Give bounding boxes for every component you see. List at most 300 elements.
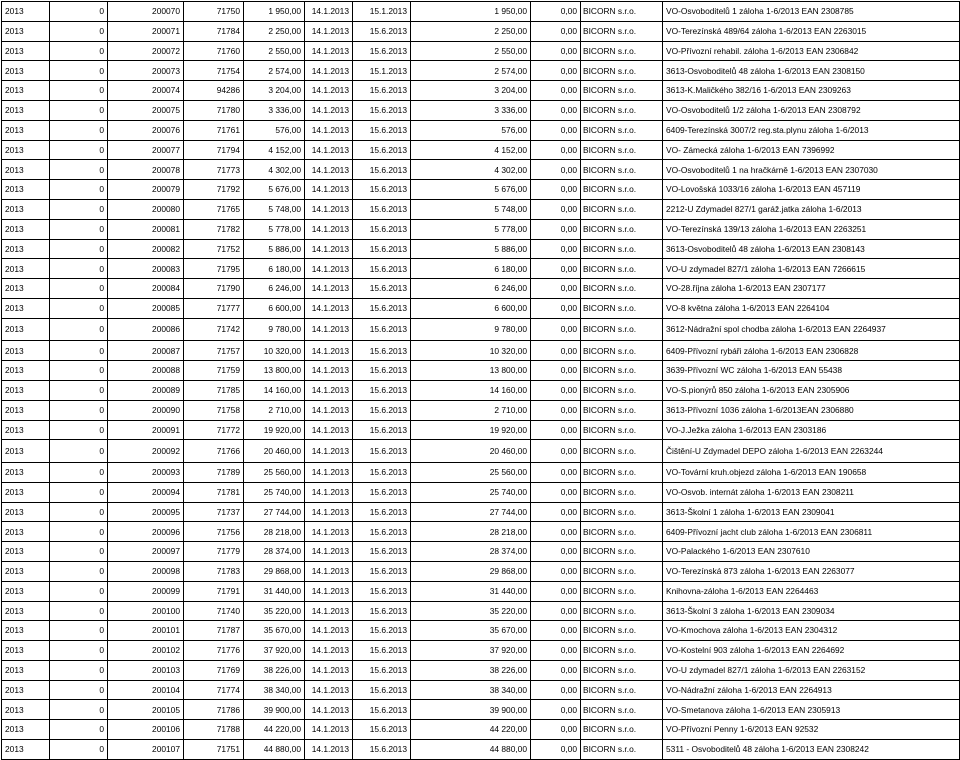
year-cell: 2013 xyxy=(2,341,50,361)
description-cell: 5311 - Osvoboditelů 48 záloha 1-6/2013 EAN 2308242 xyxy=(663,740,960,760)
company-cell: BICORN s.r.o. xyxy=(581,318,663,341)
amount-cell: 28 218,00 xyxy=(244,522,305,542)
flag-cell: 0 xyxy=(50,298,108,318)
flag-cell: 0 xyxy=(50,120,108,140)
year-cell: 2013 xyxy=(2,2,50,22)
issue-date-cell: 14.1.2013 xyxy=(305,621,353,641)
amount-due-cell: 2 574,00 xyxy=(411,61,531,81)
flag-cell: 0 xyxy=(50,81,108,101)
issue-date-cell: 14.1.2013 xyxy=(305,259,353,279)
amount-cell: 13 800,00 xyxy=(244,361,305,381)
flag-cell: 0 xyxy=(50,380,108,400)
issue-date-cell: 14.1.2013 xyxy=(305,21,353,41)
due-date-cell: 15.6.2013 xyxy=(353,462,411,482)
company-cell: BICORN s.r.o. xyxy=(581,380,663,400)
company-cell: BICORN s.r.o. xyxy=(581,219,663,239)
due-date-cell: 15.6.2013 xyxy=(353,660,411,680)
paid-cell: 0,00 xyxy=(531,180,581,200)
year-cell: 2013 xyxy=(2,462,50,482)
issue-date-cell: 14.1.2013 xyxy=(305,100,353,120)
code-cell: 71742 xyxy=(184,318,244,341)
company-cell: BICORN s.r.o. xyxy=(581,61,663,81)
year-cell: 2013 xyxy=(2,621,50,641)
paid-cell: 0,00 xyxy=(531,680,581,700)
issue-date-cell: 14.1.2013 xyxy=(305,641,353,661)
table-row xyxy=(2,380,960,400)
table-row xyxy=(2,561,960,581)
code-cell: 71758 xyxy=(184,400,244,420)
flag-cell: 0 xyxy=(50,199,108,219)
document-number-cell: 200090 xyxy=(108,400,184,420)
year-cell: 2013 xyxy=(2,219,50,239)
year-cell: 2013 xyxy=(2,440,50,463)
code-cell: 71750 xyxy=(184,2,244,22)
description-cell: 2212-U Zdymadel 827/1 garáž.jatka záloha 1-6/2013 xyxy=(663,199,960,219)
code-cell: 71791 xyxy=(184,581,244,601)
company-cell: BICORN s.r.o. xyxy=(581,440,663,463)
amount-cell: 35 670,00 xyxy=(244,621,305,641)
description-cell: VO-Přívozní Penny 1-6/2013 EAN 92532 xyxy=(663,720,960,740)
amount-cell: 5 778,00 xyxy=(244,219,305,239)
code-cell: 71795 xyxy=(184,259,244,279)
amount-due-cell: 37 920,00 xyxy=(411,641,531,661)
flag-cell: 0 xyxy=(50,581,108,601)
code-cell: 71759 xyxy=(184,361,244,381)
amount-cell: 37 920,00 xyxy=(244,641,305,661)
table-row xyxy=(2,61,960,81)
amount-due-cell: 39 900,00 xyxy=(411,700,531,720)
issue-date-cell: 14.1.2013 xyxy=(305,700,353,720)
amount-cell: 3 204,00 xyxy=(244,81,305,101)
amount-cell: 1 950,00 xyxy=(244,2,305,22)
paid-cell: 0,00 xyxy=(531,542,581,562)
company-cell: BICORN s.r.o. xyxy=(581,279,663,299)
company-cell: BICORN s.r.o. xyxy=(581,400,663,420)
amount-due-cell: 2 710,00 xyxy=(411,400,531,420)
paid-cell: 0,00 xyxy=(531,120,581,140)
amount-cell: 5 748,00 xyxy=(244,199,305,219)
code-cell: 71790 xyxy=(184,279,244,299)
flag-cell: 0 xyxy=(50,180,108,200)
table-row xyxy=(2,160,960,180)
table-row xyxy=(2,100,960,120)
amount-due-cell: 14 160,00 xyxy=(411,380,531,400)
table-body xyxy=(2,2,960,760)
description-cell: VO-Terezínská 489/64 záloha 1-6/2013 EAN 2263015 xyxy=(663,21,960,41)
amount-due-cell: 2 250,00 xyxy=(411,21,531,41)
code-cell: 71794 xyxy=(184,140,244,160)
due-date-cell: 15.6.2013 xyxy=(353,720,411,740)
amount-due-cell: 3 336,00 xyxy=(411,100,531,120)
table-row xyxy=(2,120,960,140)
due-date-cell: 15.6.2013 xyxy=(353,41,411,61)
amount-due-cell: 6 180,00 xyxy=(411,259,531,279)
paid-cell: 0,00 xyxy=(531,259,581,279)
paid-cell: 0,00 xyxy=(531,380,581,400)
amount-due-cell: 35 670,00 xyxy=(411,621,531,641)
amount-due-cell: 4 152,00 xyxy=(411,140,531,160)
document-number-cell: 200085 xyxy=(108,298,184,318)
company-cell: BICORN s.r.o. xyxy=(581,462,663,482)
amount-cell: 44 220,00 xyxy=(244,720,305,740)
document-number-cell: 200081 xyxy=(108,219,184,239)
due-date-cell: 15.6.2013 xyxy=(353,140,411,160)
company-cell: BICORN s.r.o. xyxy=(581,140,663,160)
description-cell: VO-Osvob. internát záloha 1-6/2013 EAN 2308211 xyxy=(663,482,960,502)
company-cell: BICORN s.r.o. xyxy=(581,298,663,318)
amount-cell: 10 320,00 xyxy=(244,341,305,361)
year-cell: 2013 xyxy=(2,140,50,160)
due-date-cell: 15.6.2013 xyxy=(353,420,411,440)
table-row xyxy=(2,2,960,22)
paid-cell: 0,00 xyxy=(531,100,581,120)
code-cell: 71780 xyxy=(184,100,244,120)
paid-cell: 0,00 xyxy=(531,581,581,601)
year-cell: 2013 xyxy=(2,120,50,140)
flag-cell: 0 xyxy=(50,740,108,760)
company-cell: BICORN s.r.o. xyxy=(581,341,663,361)
due-date-cell: 15.6.2013 xyxy=(353,621,411,641)
amount-cell: 19 920,00 xyxy=(244,420,305,440)
issue-date-cell: 14.1.2013 xyxy=(305,81,353,101)
due-date-cell: 15.6.2013 xyxy=(353,21,411,41)
due-date-cell: 15.6.2013 xyxy=(353,361,411,381)
year-cell: 2013 xyxy=(2,700,50,720)
year-cell: 2013 xyxy=(2,259,50,279)
document-number-cell: 200099 xyxy=(108,581,184,601)
code-cell: 71783 xyxy=(184,561,244,581)
flag-cell: 0 xyxy=(50,61,108,81)
description-cell: Knihovna-záloha 1-6/2013 EAN 2264463 xyxy=(663,581,960,601)
document-number-cell: 200086 xyxy=(108,318,184,341)
flag-cell: 0 xyxy=(50,219,108,239)
code-cell: 71789 xyxy=(184,462,244,482)
description-cell: Čištění-U Zdymadel DEPO záloha 1-6/2013 EAN 2263244 xyxy=(663,440,960,463)
company-cell: BICORN s.r.o. xyxy=(581,700,663,720)
document-number-cell: 200072 xyxy=(108,41,184,61)
document-number-cell: 200107 xyxy=(108,740,184,760)
company-cell: BICORN s.r.o. xyxy=(581,21,663,41)
code-cell: 71737 xyxy=(184,502,244,522)
amount-cell: 39 900,00 xyxy=(244,700,305,720)
company-cell: BICORN s.r.o. xyxy=(581,259,663,279)
table-row xyxy=(2,482,960,502)
issue-date-cell: 14.1.2013 xyxy=(305,502,353,522)
issue-date-cell: 14.1.2013 xyxy=(305,420,353,440)
year-cell: 2013 xyxy=(2,561,50,581)
document-number-cell: 200091 xyxy=(108,420,184,440)
code-cell: 71776 xyxy=(184,641,244,661)
table-row xyxy=(2,140,960,160)
description-cell: VO-U zdymadel 827/1 záloha 1-6/2013 EAN 2263152 xyxy=(663,660,960,680)
description-cell: 3613-K.Maličkého 382/16 1-6/2013 EAN 2309263 xyxy=(663,81,960,101)
amount-due-cell: 44 220,00 xyxy=(411,720,531,740)
due-date-cell: 15.6.2013 xyxy=(353,641,411,661)
due-date-cell: 15.6.2013 xyxy=(353,601,411,621)
due-date-cell: 15.6.2013 xyxy=(353,298,411,318)
company-cell: BICORN s.r.o. xyxy=(581,180,663,200)
document-number-cell: 200079 xyxy=(108,180,184,200)
company-cell: BICORN s.r.o. xyxy=(581,740,663,760)
amount-due-cell: 1 950,00 xyxy=(411,2,531,22)
table-row xyxy=(2,81,960,101)
year-cell: 2013 xyxy=(2,680,50,700)
description-cell: VO-Terezínská 873 záloha 1-6/2013 EAN 2263077 xyxy=(663,561,960,581)
description-cell: VO-Terezínská 139/13 záloha 1-6/2013 EAN 2263251 xyxy=(663,219,960,239)
paid-cell: 0,00 xyxy=(531,561,581,581)
document-number-cell: 200073 xyxy=(108,61,184,81)
paid-cell: 0,00 xyxy=(531,601,581,621)
due-date-cell: 15.6.2013 xyxy=(353,581,411,601)
paid-cell: 0,00 xyxy=(531,361,581,381)
company-cell: BICORN s.r.o. xyxy=(581,2,663,22)
code-cell: 71751 xyxy=(184,740,244,760)
due-date-cell: 15.6.2013 xyxy=(353,180,411,200)
table-row xyxy=(2,400,960,420)
year-cell: 2013 xyxy=(2,601,50,621)
table-row xyxy=(2,700,960,720)
table-row xyxy=(2,219,960,239)
amount-cell: 31 440,00 xyxy=(244,581,305,601)
amount-cell: 25 560,00 xyxy=(244,462,305,482)
code-cell: 71765 xyxy=(184,199,244,219)
year-cell: 2013 xyxy=(2,279,50,299)
table-row xyxy=(2,720,960,740)
amount-due-cell: 2 550,00 xyxy=(411,41,531,61)
year-cell: 2013 xyxy=(2,740,50,760)
flag-cell: 0 xyxy=(50,239,108,259)
table-row xyxy=(2,462,960,482)
company-cell: BICORN s.r.o. xyxy=(581,660,663,680)
company-cell: BICORN s.r.o. xyxy=(581,720,663,740)
flag-cell: 0 xyxy=(50,140,108,160)
flag-cell: 0 xyxy=(50,100,108,120)
company-cell: BICORN s.r.o. xyxy=(581,621,663,641)
flag-cell: 0 xyxy=(50,502,108,522)
flag-cell: 0 xyxy=(50,621,108,641)
amount-due-cell: 20 460,00 xyxy=(411,440,531,463)
flag-cell: 0 xyxy=(50,601,108,621)
due-date-cell: 15.1.2013 xyxy=(353,61,411,81)
issue-date-cell: 14.1.2013 xyxy=(305,542,353,562)
document-number-cell: 200087 xyxy=(108,341,184,361)
issue-date-cell: 14.1.2013 xyxy=(305,120,353,140)
issue-date-cell: 14.1.2013 xyxy=(305,140,353,160)
table-row xyxy=(2,542,960,562)
due-date-cell: 15.6.2013 xyxy=(353,482,411,502)
code-cell: 94286 xyxy=(184,81,244,101)
year-cell: 2013 xyxy=(2,660,50,680)
year-cell: 2013 xyxy=(2,641,50,661)
table-row xyxy=(2,440,960,463)
paid-cell: 0,00 xyxy=(531,61,581,81)
amount-cell: 2 550,00 xyxy=(244,41,305,61)
amount-due-cell: 9 780,00 xyxy=(411,318,531,341)
table-row xyxy=(2,601,960,621)
document-number-cell: 200100 xyxy=(108,601,184,621)
code-cell: 71779 xyxy=(184,542,244,562)
code-cell: 71781 xyxy=(184,482,244,502)
code-cell: 71782 xyxy=(184,219,244,239)
amount-cell: 29 868,00 xyxy=(244,561,305,581)
issue-date-cell: 14.1.2013 xyxy=(305,41,353,61)
flag-cell: 0 xyxy=(50,400,108,420)
issue-date-cell: 14.1.2013 xyxy=(305,482,353,502)
amount-due-cell: 25 740,00 xyxy=(411,482,531,502)
paid-cell: 0,00 xyxy=(531,160,581,180)
amount-cell: 9 780,00 xyxy=(244,318,305,341)
document-number-cell: 200084 xyxy=(108,279,184,299)
document-number-cell: 200093 xyxy=(108,462,184,482)
amount-cell: 2 574,00 xyxy=(244,61,305,81)
document-number-cell: 200078 xyxy=(108,160,184,180)
issue-date-cell: 14.1.2013 xyxy=(305,2,353,22)
company-cell: BICORN s.r.o. xyxy=(581,522,663,542)
year-cell: 2013 xyxy=(2,522,50,542)
year-cell: 2013 xyxy=(2,420,50,440)
company-cell: BICORN s.r.o. xyxy=(581,81,663,101)
amount-cell: 2 710,00 xyxy=(244,400,305,420)
table-row xyxy=(2,581,960,601)
document-number-cell: 200089 xyxy=(108,380,184,400)
code-cell: 71774 xyxy=(184,680,244,700)
description-cell: 6409-Přívozní jacht club záloha 1-6/2013 EAN 2306811 xyxy=(663,522,960,542)
document-number-cell: 200097 xyxy=(108,542,184,562)
description-cell: VO-Palackého 1-6/2013 EAN 2307610 xyxy=(663,542,960,562)
description-cell: VO-Kmochova záloha 1-6/2013 EAN 2304312 xyxy=(663,621,960,641)
amount-cell: 6 180,00 xyxy=(244,259,305,279)
flag-cell: 0 xyxy=(50,462,108,482)
flag-cell: 0 xyxy=(50,259,108,279)
amount-due-cell: 25 560,00 xyxy=(411,462,531,482)
issue-date-cell: 14.1.2013 xyxy=(305,720,353,740)
document-number-cell: 200106 xyxy=(108,720,184,740)
year-cell: 2013 xyxy=(2,400,50,420)
amount-due-cell: 5 778,00 xyxy=(411,219,531,239)
table-row xyxy=(2,680,960,700)
document-number-cell: 200074 xyxy=(108,81,184,101)
paid-cell: 0,00 xyxy=(531,740,581,760)
code-cell: 71792 xyxy=(184,180,244,200)
due-date-cell: 15.6.2013 xyxy=(353,680,411,700)
amount-cell: 27 744,00 xyxy=(244,502,305,522)
year-cell: 2013 xyxy=(2,41,50,61)
paid-cell: 0,00 xyxy=(531,522,581,542)
description-cell: VO-U zdymadel 827/1 záloha 1-6/2013 EAN 7266615 xyxy=(663,259,960,279)
table-row xyxy=(2,41,960,61)
amount-cell: 6 600,00 xyxy=(244,298,305,318)
paid-cell: 0,00 xyxy=(531,2,581,22)
due-date-cell: 15.6.2013 xyxy=(353,561,411,581)
code-cell: 71772 xyxy=(184,420,244,440)
amount-due-cell: 4 302,00 xyxy=(411,160,531,180)
document-number-cell: 200095 xyxy=(108,502,184,522)
code-cell: 71785 xyxy=(184,380,244,400)
issue-date-cell: 14.1.2013 xyxy=(305,239,353,259)
company-cell: BICORN s.r.o. xyxy=(581,199,663,219)
company-cell: BICORN s.r.o. xyxy=(581,100,663,120)
flag-cell: 0 xyxy=(50,700,108,720)
table-row xyxy=(2,740,960,760)
amount-cell: 14 160,00 xyxy=(244,380,305,400)
description-cell: 3613-Osvoboditelů 48 záloha 1-6/2013 EAN 2308143 xyxy=(663,239,960,259)
amount-cell: 2 250,00 xyxy=(244,21,305,41)
due-date-cell: 15.6.2013 xyxy=(353,502,411,522)
paid-cell: 0,00 xyxy=(531,621,581,641)
year-cell: 2013 xyxy=(2,318,50,341)
amount-due-cell: 38 226,00 xyxy=(411,660,531,680)
due-date-cell: 15.6.2013 xyxy=(353,318,411,341)
paid-cell: 0,00 xyxy=(531,341,581,361)
document-number-cell: 200083 xyxy=(108,259,184,279)
description-cell: VO-Lovošská 1033/16 záloha 1-6/2013 EAN 457119 xyxy=(663,180,960,200)
code-cell: 71740 xyxy=(184,601,244,621)
description-cell: VO- Zámecká záloha 1-6/2013 EAN 7396992 xyxy=(663,140,960,160)
company-cell: BICORN s.r.o. xyxy=(581,542,663,562)
paid-cell: 0,00 xyxy=(531,219,581,239)
code-cell: 71757 xyxy=(184,341,244,361)
paid-cell: 0,00 xyxy=(531,700,581,720)
code-cell: 71773 xyxy=(184,160,244,180)
paid-cell: 0,00 xyxy=(531,199,581,219)
amount-due-cell: 5 886,00 xyxy=(411,239,531,259)
year-cell: 2013 xyxy=(2,542,50,562)
company-cell: BICORN s.r.o. xyxy=(581,680,663,700)
flag-cell: 0 xyxy=(50,318,108,341)
company-cell: BICORN s.r.o. xyxy=(581,41,663,61)
description-cell: 6409-Přívozní rybáři záloha 1-6/2013 EAN 2306828 xyxy=(663,341,960,361)
company-cell: BICORN s.r.o. xyxy=(581,361,663,381)
flag-cell: 0 xyxy=(50,720,108,740)
amount-due-cell: 576,00 xyxy=(411,120,531,140)
amount-due-cell: 13 800,00 xyxy=(411,361,531,381)
due-date-cell: 15.6.2013 xyxy=(353,219,411,239)
description-cell: VO-Osvoboditelů 1/2 záloha 1-6/2013 EAN 2308792 xyxy=(663,100,960,120)
table-row xyxy=(2,660,960,680)
table-row xyxy=(2,21,960,41)
amount-cell: 4 302,00 xyxy=(244,160,305,180)
due-date-cell: 15.6.2013 xyxy=(353,542,411,562)
document-number-cell: 200070 xyxy=(108,2,184,22)
amount-due-cell: 3 204,00 xyxy=(411,81,531,101)
flag-cell: 0 xyxy=(50,440,108,463)
issue-date-cell: 14.1.2013 xyxy=(305,440,353,463)
paid-cell: 0,00 xyxy=(531,482,581,502)
due-date-cell: 15.1.2013 xyxy=(353,2,411,22)
amount-cell: 38 226,00 xyxy=(244,660,305,680)
issue-date-cell: 14.1.2013 xyxy=(305,400,353,420)
amount-due-cell: 35 220,00 xyxy=(411,601,531,621)
amount-cell: 576,00 xyxy=(244,120,305,140)
description-cell: 6409-Terezínská 3007/2 reg.sta.plynu záloha 1-6/2013 xyxy=(663,120,960,140)
amount-due-cell: 19 920,00 xyxy=(411,420,531,440)
code-cell: 71788 xyxy=(184,720,244,740)
year-cell: 2013 xyxy=(2,581,50,601)
due-date-cell: 15.6.2013 xyxy=(353,279,411,299)
flag-cell: 0 xyxy=(50,341,108,361)
document-number-cell: 200071 xyxy=(108,21,184,41)
document-number-cell: 200082 xyxy=(108,239,184,259)
flag-cell: 0 xyxy=(50,279,108,299)
due-date-cell: 15.6.2013 xyxy=(353,100,411,120)
amount-cell: 5 676,00 xyxy=(244,180,305,200)
amount-cell: 3 336,00 xyxy=(244,100,305,120)
year-cell: 2013 xyxy=(2,100,50,120)
description-cell: 3613-Školní 1 záloha 1-6/2013 EAN 2309041 xyxy=(663,502,960,522)
issue-date-cell: 14.1.2013 xyxy=(305,740,353,760)
table-row xyxy=(2,180,960,200)
amount-cell: 4 152,00 xyxy=(244,140,305,160)
